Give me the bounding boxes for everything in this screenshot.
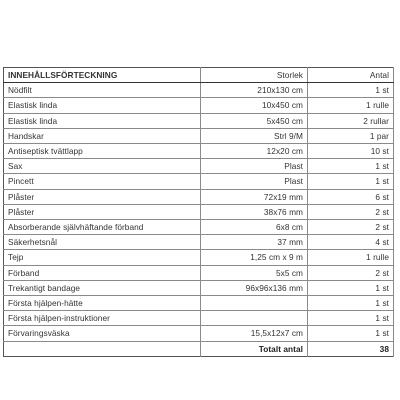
cell-quantity: 2 st <box>308 220 394 235</box>
cell-size: 37 mm <box>201 235 308 250</box>
table-row <box>4 98 394 113</box>
table-body <box>4 83 394 341</box>
cell-quantity: 10 st <box>308 144 394 159</box>
cell-size: 5x5 cm <box>201 265 308 280</box>
cell-name: Antiseptisk tvättlapp <box>4 144 201 159</box>
cell-name: Elastisk linda <box>4 113 201 128</box>
cell-quantity: 2 rullar <box>308 113 394 128</box>
cell-name: Plåster <box>4 204 201 219</box>
cell-size <box>201 311 308 326</box>
cell-name: Säkerhetsnål <box>4 235 201 250</box>
cell-name: Pincett <box>4 174 201 189</box>
cell-name: Sax <box>4 159 201 174</box>
cell-name: Nödfilt <box>4 83 201 98</box>
table-row <box>4 144 394 159</box>
cell-name: Plåster <box>4 189 201 204</box>
cell-quantity: 1 st <box>308 174 394 189</box>
cell-quantity: 1 par <box>308 128 394 143</box>
cell-size: 6x8 cm <box>201 220 308 235</box>
table-row <box>4 159 394 174</box>
total-row-spacer <box>4 341 201 356</box>
total-row <box>4 341 394 356</box>
total-value: 38 <box>308 341 394 356</box>
table-row <box>4 311 394 326</box>
cell-size: Plast <box>201 174 308 189</box>
cell-quantity: 1 st <box>308 159 394 174</box>
cell-quantity: 1 rulle <box>308 250 394 265</box>
cell-quantity: 1 rulle <box>308 98 394 113</box>
table-row <box>4 250 394 265</box>
cell-size: 72x19 mm <box>201 189 308 204</box>
table-row <box>4 83 394 98</box>
cell-size: 1,25 cm x 9 m <box>201 250 308 265</box>
table-row <box>4 189 394 204</box>
total-label: Totalt antal <box>201 341 308 356</box>
table-row <box>4 326 394 341</box>
cell-name: Elastisk linda <box>4 98 201 113</box>
table-row <box>4 204 394 219</box>
table-row <box>4 174 394 189</box>
cell-size: 10x450 cm <box>201 98 308 113</box>
cell-quantity: 1 st <box>308 83 394 98</box>
cell-name: Förvaringsväska <box>4 326 201 341</box>
table-row <box>4 280 394 295</box>
table-row <box>4 235 394 250</box>
cell-quantity: 4 st <box>308 235 394 250</box>
table-row <box>4 296 394 311</box>
cell-name: Trekantigt bandage <box>4 280 201 295</box>
cell-size: 96x96x136 mm <box>201 280 308 295</box>
cell-size <box>201 296 308 311</box>
cell-quantity: 6 st <box>308 189 394 204</box>
cell-name: Handskar <box>4 128 201 143</box>
column-header-size: Storlek <box>201 68 308 83</box>
cell-name: Tejp <box>4 250 201 265</box>
cell-name: Första hjälpen-instruktioner <box>4 311 201 326</box>
table-row <box>4 128 394 143</box>
contents-list-sheet <box>3 67 393 357</box>
cell-quantity: 1 st <box>308 326 394 341</box>
cell-quantity: 1 st <box>308 296 394 311</box>
cell-size: Strl 9/M <box>201 128 308 143</box>
contents-table <box>3 67 394 357</box>
table-header-row <box>4 68 394 83</box>
column-header-name: INNEHÅLLSFÖRTECKNING <box>4 68 201 83</box>
column-header-quantity: Antal <box>308 68 394 83</box>
cell-quantity: 2 st <box>308 265 394 280</box>
cell-quantity: 2 st <box>308 204 394 219</box>
cell-name: Förband <box>4 265 201 280</box>
cell-size: 15,5x12x7 cm <box>201 326 308 341</box>
table-row <box>4 265 394 280</box>
cell-size: 5x450 cm <box>201 113 308 128</box>
cell-size: 210x130 cm <box>201 83 308 98</box>
table-row <box>4 220 394 235</box>
table-row <box>4 113 394 128</box>
cell-size: Plast <box>201 159 308 174</box>
cell-quantity: 1 st <box>308 280 394 295</box>
cell-name: Absorberande självhäftande förband <box>4 220 201 235</box>
cell-size: 38x76 mm <box>201 204 308 219</box>
cell-quantity: 1 st <box>308 311 394 326</box>
cell-name: Första hjälpen-hätte <box>4 296 201 311</box>
cell-size: 12x20 cm <box>201 144 308 159</box>
